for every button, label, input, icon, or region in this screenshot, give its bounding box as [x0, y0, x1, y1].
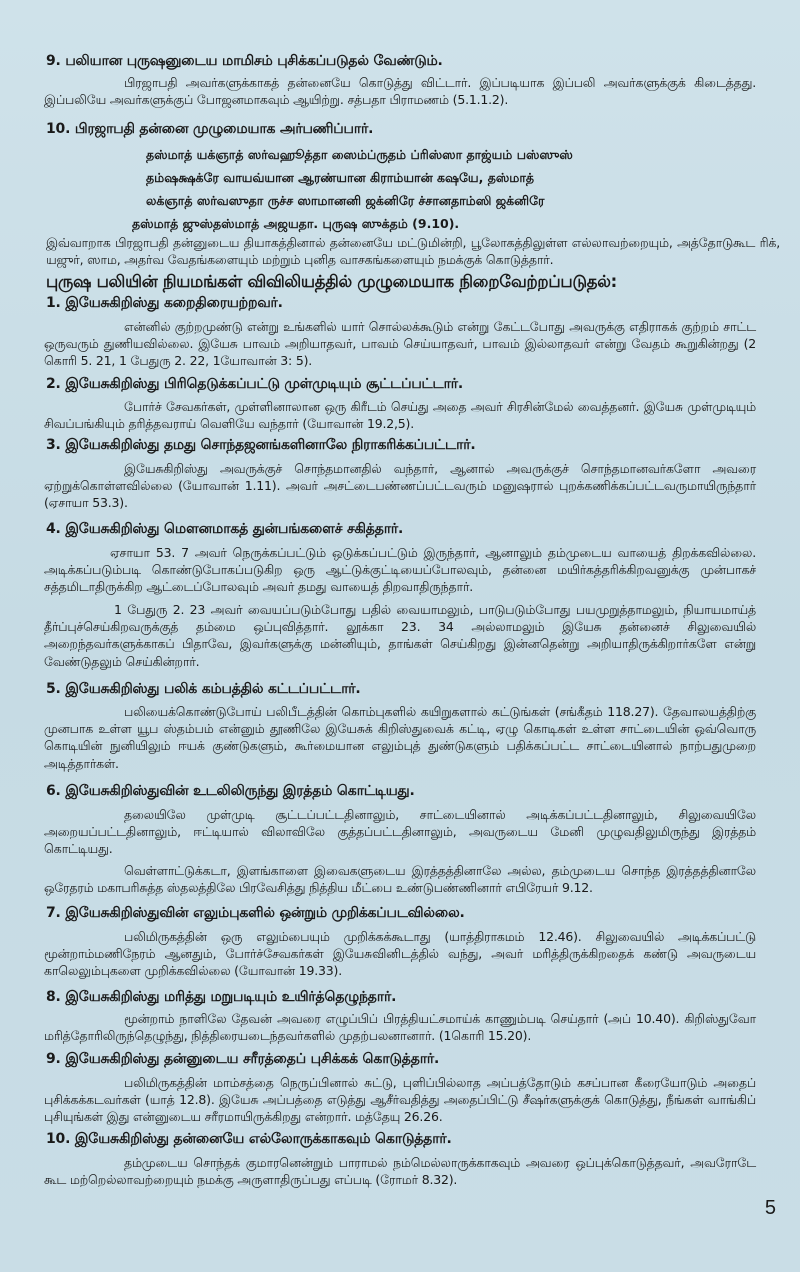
section-heading: 10. இயேசுகிறிஸ்து தன்னையே எல்லோருக்காகவும் கொடுத்தார்.: [46, 1131, 452, 1147]
paragraph-text: பிரஜாபதி அவர்களுக்காகத் தன்னையே கொடுத்து விட்டார். இப்படியாக இப்பலி அவர்களுக்குக் கிடைத்தது. இப்பலியே அவர்களுக்குப் போஜனமாகவும் ஆயிற்று. சத்பதா பிராமணம் (5.1.1.2).: [44, 75, 756, 108]
paragraph-text: தலையிலே முள்முடி சூட்டப்பட்டதினாலும், சாட்டையினால் அடிக்கப்பட்டதினாலும், சிலுவையிலே அறையப்பட்டதினாலும், ஈட்டியால் விலாவிலே குத்தப்பட்டதினாலும், அவருடைய மேனி முழுவதிலுமிருந்து இரத்தம் கொட்டியது.: [44, 807, 756, 857]
paragraph-text: பலியைக்கொண்டுபோய் பலிபீடத்தின் கொம்புகளில் கயிறுகளால் கட்டுங்கள் (சங்கீதம் 118.27). தேவாலயத்திற்கு முனபாக உள்ள யூப ஸ்தம்பம் என்னும் தூணிலே இயேசுக் கிறிஸ்துவைக் கட்டி, ஏழு கொடிகள் உள்ள சாட்டையின் ஒவ்வொரு கொடியின் நுனியிலும் ஈயக் குண்டுகளும், கூர்மையான எலும்புத் துண்டுகளும் பதிக்கப்பட்ட சாட்டையினால் நாற்பதுமுறை அடித்தார்கள்.: [44, 704, 756, 771]
paragraph-text: என்னில் குற்றமுண்டு என்று உங்களில் யார் சொல்லக்கூடும் என்று கேட்டபோது அவருக்கு எதிராகக் குற்றம் சாட்ட ஒருவரும் துணியவில்லை. இயேசு பாவம் அறியாதவர், பாவம் செய்யாதவர், பாவம் இல்லாதவர் என்று வேதம் கூறுகின்றது (2 கொரி 5. 21, 1 பேதுரு 2. 22, 1யோவான் 3: 5).: [44, 319, 756, 369]
page-number: 5: [764, 1197, 776, 1219]
section-heading: 4. இயேசுகிறிஸ்து மௌனமாகத் துன்பங்களைச் சகித்தார்.: [46, 521, 404, 537]
section-heading: 9. பலியான புருஷனுடைய மாமிசம் புசிக்கப்படுதல் வேண்டும்.: [46, 53, 443, 69]
paragraph: [0, 601, 800, 670]
verse-line: தஸ்மாத் ஜுஸ்தஸ்மாத் அஜயதா. புருஷ ஸுக்தம் (9.10).: [132, 216, 460, 231]
section-heading: 5. இயேசுகிறிஸ்து பலிக் கம்பத்தில் கட்டப்பட்டார்.: [46, 681, 361, 697]
paragraph-text: 1 பேதுரு 2. 23 அவர் வையப்படும்போது பதில் வையாமலும், பாடுபடும்போது பயமுறுத்தாமலும், நியாயமாய்த் தீர்ப்புச்செய்கிறவருக்குத் தம்மை ஒப்புவித்தார். லூக்கா 23. 34 அல்லாமலும் இயேசு தன்னைச் சிலுவையில் அறைந்தவர்களுக்காகப் பிதாவே, இவர்களுக்கு மன்னியும், தாங்கள் செய்கிறது இன்னதென்று அறியாதிருக்கிறார்களே என்று வேண்டுதலும் செய்கின்றார்.: [44, 602, 756, 669]
paragraph: [0, 862, 800, 896]
paragraph: இவ்வாறாக பிரஜாபதி தன்னுடைய தியாகத்தினால் தன்னையே மட்டுமின்றி, பூலோகத்திலுள்ள எல்லாவற்றையும், அத்தோடுகூட ரிக், யஜுர், ஸாம, அதர்வ வேதங்களையும் மற்றும் புனித வாசகங்களையும் நமக்குக் கொடுத்தார்.: [46, 235, 780, 268]
verse-line: லக்ஞாத் ஸர்வஸுதா ருச்ச ஸாமானனி ஜக்னிரே ச்சானதாம்ஸி ஜக்னிரே: [146, 193, 545, 208]
paragraph-text: வெள்ளாட்டுக்கடா, இளங்காளை இவைகளுடைய இரத்தத்தினாலே அல்ல, தம்முடைய சொந்த இரத்தத்தினாலே ஒரேதரம் மகாபரிசுத்த ஸ்தலத்திலே பிரவேசித்து நித்திய மீட்பை உண்டுபண்ணினார் எபிரேயர் 9.12.: [44, 863, 756, 896]
section-heading: 7. இயேசுகிறிஸ்துவின் எலும்புகளில் ஒன்றும் முறிக்கப்படவில்லை.: [46, 905, 465, 921]
paragraph: [0, 1074, 800, 1126]
section-heading: 2. இயேசுகிறிஸ்து பிரிதெடுக்கப்பட்டு முள்முடியும் சூட்டப்பட்டார்.: [46, 376, 463, 392]
section-heading: 6. இயேசுகிறிஸ்துவின் உடலிலிருந்து இரத்தம் கொட்டியது.: [46, 783, 415, 799]
paragraph: [0, 398, 800, 432]
paragraph: [0, 544, 800, 596]
paragraph-text: இயேசுகிறிஸ்து அவருக்குச் சொந்தமானதில் வந்தார், ஆனால் அவருக்குச் சொந்தமானவர்களோ அவரை ஏற்றுக்கொள்ளவில்லை (யோவான் 1.11). அவர் அசட்டைபண்ணப்பட்டவரும் மனுஷரால் புறக்கணிக்கப்பட்டவருமாயிருந்தார் (ஏசாயா 53.3).: [44, 461, 756, 511]
paragraph: [0, 928, 800, 980]
section-heading: 10. பிரஜாபதி தன்னை முழுமையாக அர்பணிப்பார்.: [46, 121, 374, 137]
paragraph: [0, 1010, 800, 1044]
paragraph-text: தம்முடைய சொந்தக் குமாரனென்றும் பாராமல் நம்மெல்லாருக்காகவும் அவரை ஒப்புக்கொடுத்தவர், அவரோடே கூட மற்றெல்லாவற்றையும் நமக்கு அருளாதிருப்பது எப்படி (ரோமர் 8.32).: [44, 1155, 756, 1188]
section-heading: 3. இயேசுகிறிஸ்து தமது சொந்தஜனங்களினாலே நிராகரிக்கப்பட்டார்.: [46, 437, 476, 453]
verse-line: தஸ்மாத் யக்ஞாத் ஸர்வஹூத்தா ஸைம்ப்ருதம் ப்ரிஸ்ஸா தாஜ்யம் பஸ்ஸுஸ்: [146, 147, 573, 162]
paragraph-text: மூன்றாம் நாளிலே தேவன் அவரை எழுப்பிப் பிரத்தியட்சமாய்க் காணும்படி செய்தார் (அப் 10.40). கிறிஸ்துவோ மரித்தோரிலிருந்தெழுந்து, நித்திரையடைந்தவர்களில் முதற்பலனானார். (1கொரி 15.20).: [44, 1011, 756, 1044]
section-heading: 9. இயேசுகிறிஸ்து தன்னுடைய சரீரத்தைப் புசிக்கக் கொடுத்தார்.: [46, 1051, 440, 1067]
paragraph-text: பலிமிருகத்தின் ஒரு எலும்பையும் முறிக்கக்கூடாது (யாத்திராகமம் 12.46). சிலுவையில் அடிக்கப்பட்டு மூன்றாம்மணிநேரம் ஆனதும், போர்ச்சேவகர்கள் இயேசுவினிடத்தில் வந்து, அவர் மரித்திருக்கிறதைக் கண்டு அவருடைய காலெலும்புகளை முறிக்கவில்லை (யோவான் 19.33).: [44, 929, 756, 979]
verse-line: தம்ஷக்ஷக்ரே வாயவ்யான ஆரண்யான கிராம்யான் கஷயே, தஸ்மாத்: [146, 170, 535, 185]
section-heading: 1. இயேசுகிறிஸ்து கறைதிரையற்றவர்.: [46, 295, 283, 311]
paragraph-text: ஏசாயா 53. 7 அவர் நெருக்கப்பட்டும் ஒடுக்கப்பட்டும் இருந்தார், ஆனாலும் தம்முடைய வாயைத் திறக்கவில்லை. அடிக்கப்படும்படி கொண்டுபோகப்படுகிற ஒரு ஆட்டுக்குட்டியைப்போலவும், தன்னை மயிர்கத்தரிக்கிறவனுக்கு முன்பாகச் சத்தமிடாதிருக்கிற ஆட்டைப்போலவும் அவர் தமது வாயைத் திறவாதிருந்தார்.: [44, 545, 756, 595]
paragraph: [0, 703, 800, 772]
paragraph: [0, 806, 800, 858]
paragraph: [0, 74, 800, 108]
paragraph-text: பலிமிருகத்தின் மாம்சத்தை நெருப்பினால் சுட்டு, புளிப்பில்லாத அப்பத்தோடும் கசப்பான கீரையோடும் அதைப் புசிக்கக்கடவர்கள் (யாத் 12.8). இயேசு அப்பத்தை எடுத்து ஆசீர்வதித்து அதைப்பிட்டு சீஷர்களுக்குக் கொடுத்து, நீங்கள் வாங்கிப் புசியுங்கள் இது என்னுடைய சரீரமாயிருக்கிறது என்றார். மத்தேயு 26.26.: [44, 1075, 756, 1125]
paragraph-text: போர்ச் சேவகர்கள், முள்ளினாலான ஒரு கிரீடம் செய்து அதை அவர் சிரசின்மேல் வைத்தனர். இயேசு முள்முடியும் சிவப்பங்கியும் தரித்தவராய் வெளியே வந்தார் (யோவான் 19.2,5).: [44, 399, 756, 432]
section-title: புருஷ பலியின் நியமங்கள் விவிலியத்தில் முழுமையாக நிறைவேற்றப்படுதல்:: [46, 272, 617, 291]
section-heading: 8. இயேசுகிறிஸ்து மரித்து மறுபடியும் உயிர்த்தெழுந்தார்.: [46, 989, 397, 1005]
paragraph: [0, 460, 800, 512]
paragraph: [0, 318, 800, 370]
paragraph: [0, 1154, 800, 1188]
